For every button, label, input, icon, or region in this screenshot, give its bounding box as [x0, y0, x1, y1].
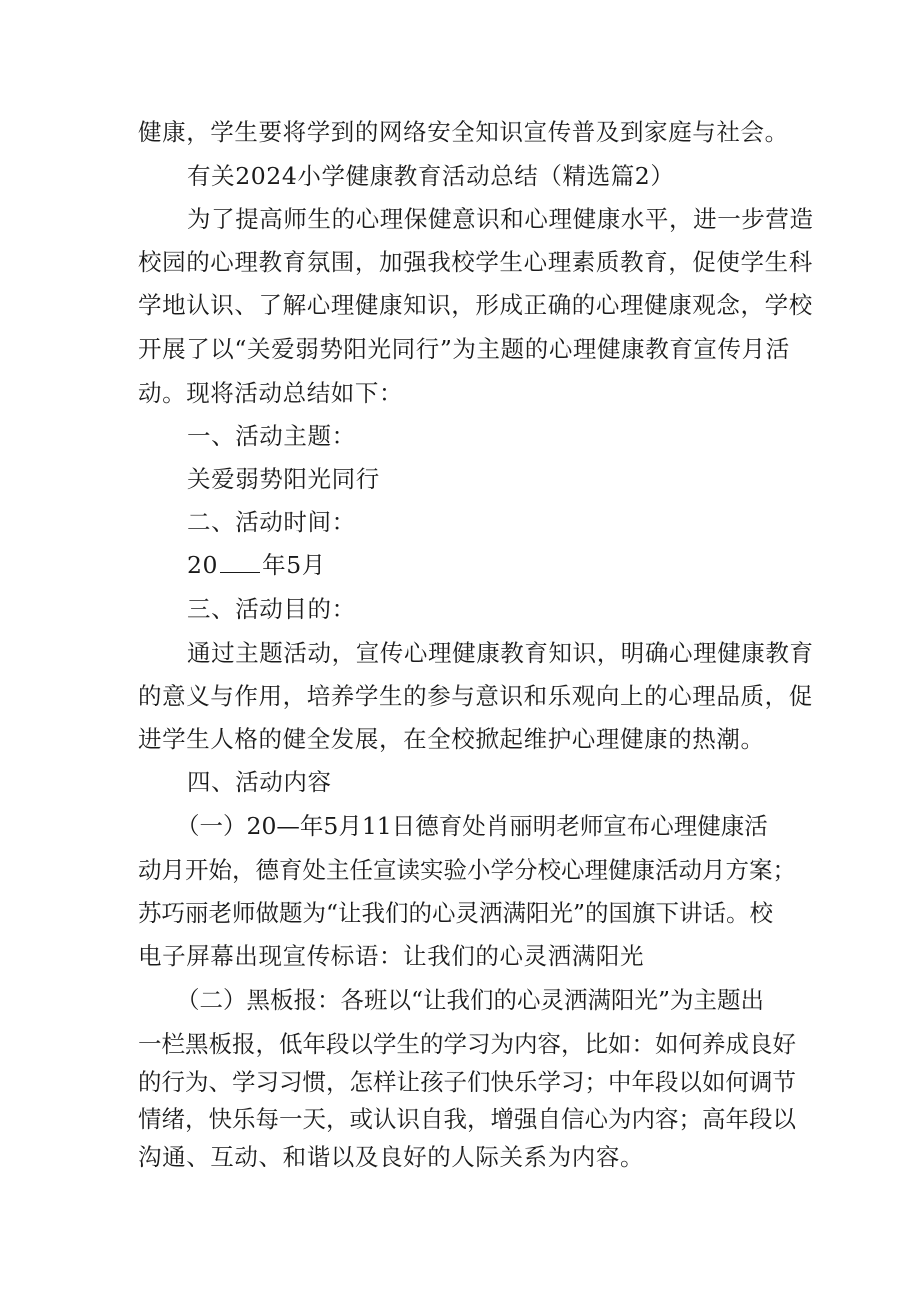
section-title-goal: 三、活动目的： [187, 595, 356, 623]
paragraph-line: 的意义与作用，培养学生的参与意识和乐观向上的心理品质，促 [138, 682, 813, 710]
section-heading: 有关2024小学健康教育活动总结（精选篇2） [187, 162, 675, 190]
paragraph-line: 沟通、互动、和谐以及良好的人际关系为内容。 [138, 1143, 645, 1171]
paragraph-line: 的行为、学习习惯，怎样让孩子们快乐学习；中年段以如何调节 [138, 1068, 796, 1096]
paragraph-line: 校园的心理教育氛围，加强我校学生心理素质教育，促使学生科 [138, 248, 813, 276]
time-month: 年5月 [262, 551, 326, 579]
paragraph-line: 一栏黑板报，低年段以学生的学习为内容，比如：如何养成良好 [138, 1030, 796, 1058]
paragraph-line: 学地认识、了解心理健康知识，形成正确的心理健康观念，学校 [138, 291, 813, 319]
paragraph-line: 苏巧丽老师做题为“让我们的心灵洒满阳光”的国旗下讲话。校 [138, 899, 774, 927]
section-title-content: 四、活动内容 [187, 768, 332, 796]
paragraph-line: （二）黑板报：各班以“让我们的心灵洒满阳光”为主题出 [176, 986, 765, 1014]
time-year-prefix: 20 [187, 551, 219, 579]
paragraph-line: 健康，学生要将学到的网络安全知识宣传普及到家庭与社会。 [138, 118, 789, 146]
paragraph-line: 开展了以“关爱弱势阳光同行”为主题的心理健康教育宣传月活 [138, 335, 790, 363]
paragraph-line: （一）20—年5月11日德育处肖丽明老师宣布心理健康活 [176, 812, 768, 840]
paragraph-line: 电子屏幕出现宣传标语：让我们的心灵洒满阳光 [138, 942, 645, 970]
paragraph-line: 情绪，快乐每一天，或认识自我，增强自信心为内容；高年段以 [138, 1105, 796, 1133]
time-text [187, 550, 326, 580]
section-title-theme: 一、活动主题： [187, 422, 356, 450]
paragraph-line: 动。现将活动总结如下： [138, 379, 404, 407]
year-blank-underline [220, 552, 260, 573]
paragraph-line: 动月开始，德育处主任宣读实验小学分校心理健康活动月方案； [138, 856, 796, 884]
paragraph-line: 进学生人格的健全发展，在全校掀起维护心理健康的热潮。 [138, 725, 765, 753]
section-title-time: 二、活动时间： [187, 508, 356, 536]
paragraph-line: 为了提高师生的心理保健意识和心理健康水平，进一步营造 [187, 205, 814, 233]
theme-text: 关爱弱势阳光同行 [187, 465, 380, 493]
paragraph-line: 通过主题活动，宣传心理健康教育知识，明确心理健康教育 [187, 639, 814, 667]
